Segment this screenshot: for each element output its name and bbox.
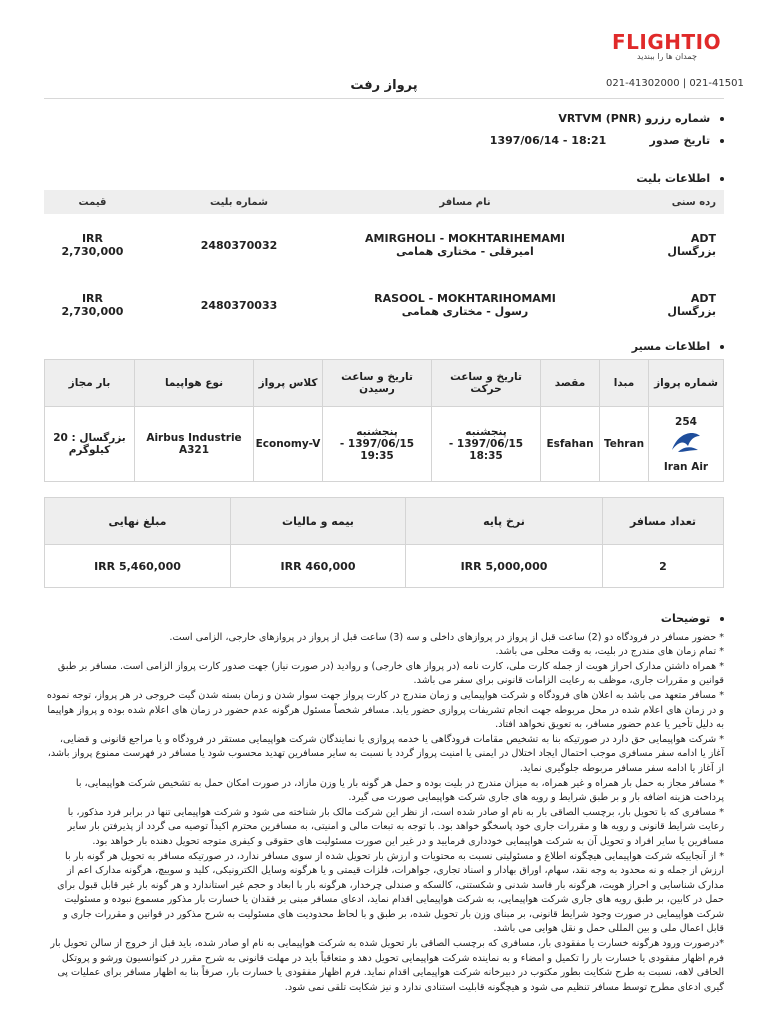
issue-date-value: 1397/06/14 - 18:21 bbox=[489, 134, 607, 147]
col-origin: مبدا bbox=[600, 360, 649, 407]
baggage-allowance: بزرگسال : 20 کیلوگرم bbox=[45, 407, 135, 482]
pnr-value: VRTVM bbox=[558, 112, 602, 125]
col-total: مبلغ نهایی bbox=[45, 498, 231, 545]
final-amount: IRR 5,460,000 bbox=[45, 545, 231, 588]
note-item: * شرکت هواپیمایی حق دارد در صورتیکه بنا به تشخیص مقامات فرودگاهی یا خدمه پروازی یا نمایندگان شرکت هواپیمایی مستقر در فرودگاه و یا مراجع قانونی و قضایی، آغاز یا ادامه سفر مسافری موجب احتمال ایجاد اختلال در ایمنی یا امنیت پرواز گردد یا نسبت به سایر مسافرین تهدید محسوب شود یا مسافر در فهرست ممنوع پرواز باشد، از آغاز یا ادامه سفر مسافر مربوطه جلوگیری نماید. bbox=[47, 733, 724, 774]
route-table-header bbox=[45, 360, 724, 407]
note-item: * همراه داشتن مدارک احراز هویت از جمله کارت ملی، کارت نامه (در پرواز های خارجی) و روادید (در صورت نیاز) جهت صدور کارت پرواز الزامی است. مسافر بر طبق قوانین و مقررات جاری، موظف به رعایت الزامات قانونی برای سفر می باشد. bbox=[57, 660, 724, 687]
age-label: بزرگسال bbox=[667, 245, 716, 258]
flight-number: 254 bbox=[675, 415, 697, 428]
route-section-label: اطلاعات مسیر bbox=[631, 340, 711, 353]
bullet-icon bbox=[720, 617, 724, 621]
col-flight-no: شماره پرواز bbox=[649, 360, 724, 407]
col-name: نام مسافر bbox=[439, 196, 491, 208]
ticket-no: 2480370033 bbox=[200, 298, 278, 312]
notes-title-label: توضیحات bbox=[660, 612, 711, 625]
iran-air-logo-icon bbox=[668, 428, 704, 458]
col-destination: مقصد bbox=[541, 360, 600, 407]
page-title: پرواز رفت bbox=[350, 78, 418, 93]
note-item: * تمام زمان های مندرج در بلیت، به وقت محلی می باشد. bbox=[495, 646, 724, 658]
pnr-row bbox=[558, 112, 724, 125]
pnr-label: شماره رزرو (PNR) bbox=[605, 112, 711, 125]
col-base: نرخ پایه bbox=[406, 498, 603, 545]
col-aircraft: نوع هواپیما bbox=[135, 360, 254, 407]
age-label: بزرگسال bbox=[667, 305, 716, 318]
flight-cell bbox=[649, 407, 724, 482]
notes-title bbox=[44, 612, 724, 627]
col-count: تعداد مسافر bbox=[603, 498, 724, 545]
bullet-icon bbox=[720, 345, 724, 349]
passenger-count: 2 bbox=[603, 545, 724, 588]
destination: Esfahan bbox=[541, 407, 600, 482]
table-row bbox=[45, 545, 724, 588]
brand-tagline: چمدان ها را ببندید bbox=[637, 52, 697, 61]
ticket-section-title bbox=[636, 172, 724, 185]
price-table bbox=[44, 497, 724, 588]
col-class: کلاس پرواز bbox=[254, 360, 323, 407]
age-code: ADT bbox=[690, 232, 716, 245]
departure-datetime: - 1397/06/15 18:35 bbox=[448, 438, 524, 462]
name-cell bbox=[337, 214, 593, 276]
price-table-header bbox=[45, 498, 724, 545]
col-departure: تاریخ و ساعت حرکت bbox=[432, 360, 541, 407]
note-item: * از آنجاییکه شرکت هواپیمایی هیچگونه اطلاع و مسئولیتی نسبت به محتویات و ارزش بار تحویل شده از سوی مسافر ندارد، در صورتیکه مسافر به تحویل هر گونه بار با ارزش از جمله و نه محدود به وجه نقد، سهام، اوراق بهادار و اسناد تجاری، جواهرات، فلزات قیمتی و یا هرگونه وسایل الکترونیکی، کلید و سوییچ، هرگونه مدارک اعم از مدارک شناسایی و احراز هویت، هرگونه بار فاسد شدنی و شکستنی، کالسکه و صندلی چرخدار، هرگونه بار با ابعاد و حجم غیر استاندارد و هر گونه بار غیر قابل قبول برای حمل در کابین، بر طبق رویه های جاری شرکت هواپیمایی، به شرکت هواپیمایی اقدام نماید، ادعای مسافر مبنی بر فقدان یا خسارت بار مذکور مسموع نبوده و مسئولیت شرکت هواپیمایی در صورت وجود شرایط قانونی، بر مبنای وزن بار تحویل شده، بر طبق و با لحاظ محدودیت های مسئولیت به شرح مذکور در قوانین و مقررات جاری و قابل اعمال ملی و بین المللی حمل و نقل هوایی می باشد. bbox=[57, 850, 724, 935]
ticket-table-header bbox=[44, 190, 724, 214]
table-row bbox=[44, 214, 724, 276]
ticket-table bbox=[44, 190, 724, 334]
name-fa: امیرقلی - مختاری همامی bbox=[396, 245, 534, 258]
divider bbox=[44, 98, 724, 99]
issue-date-row bbox=[490, 134, 724, 147]
notes-section bbox=[44, 612, 724, 995]
arrival-day: پنجشنبه bbox=[356, 426, 398, 438]
col-baggage: بار مجاز bbox=[45, 360, 135, 407]
name-en: RASOOL - MOKHTARIHOMAMI bbox=[374, 292, 556, 305]
note-item: * مسافری که با تحویل بار، برچسب الصاقی بار به نام او صادر شده است، از نظر این شرکت مالک بار شناخته می شود و شرکت هواپیمایی تنها در برابر فرد مذکور، با رعایت شرایط قانونی و رویه ها و مقررات جاری خود پاسخگو خواهد بود. با توجه به تبعات مالی و امنیتی، به مسافرین محترم اکیداً توصیه می گردد از پذیرفتن بار سایر مسافرین یا سایر افراد و تحویل آن به شرکت هواپیمایی خودداری فرمایید و در غیر این صورت مسئولیت های حقوقی و کیفری متوجه تحویل دهنده بار خواهد بود. bbox=[67, 806, 724, 847]
ticket-section-label: اطلاعات بلیت bbox=[636, 172, 711, 185]
route-table bbox=[44, 359, 724, 482]
flightio-logo[interactable] bbox=[612, 30, 722, 70]
bullet-icon bbox=[720, 117, 724, 121]
phone-numbers: 021-41302000 | 021-41501 bbox=[606, 78, 744, 89]
route-section-title bbox=[632, 340, 724, 353]
departure-cell bbox=[432, 407, 541, 482]
note-item: * مسافر مجاز به حمل بار همراه و غیر همراه، به میزان مندرج در بلیت بوده و حمل هر گونه بار یا وزن مازاد، در صورت امکان حمل به تشخیص شرکت هواپیمایی، با پرداخت هزینه اضافه بار و بر طبق شرایط و رویه های جاری شرکت هواپیمایی صورت می گیرد. bbox=[75, 777, 724, 804]
table-row bbox=[44, 276, 724, 334]
price: IRR 2,730,000 bbox=[61, 232, 124, 258]
name-cell bbox=[337, 276, 593, 334]
bullet-icon bbox=[720, 139, 724, 143]
col-ticket: شماره بلیت bbox=[210, 196, 268, 208]
aircraft-type: Airbus Industrie A321 bbox=[135, 407, 254, 482]
airline-name: Iran Air bbox=[663, 460, 709, 473]
age-cell bbox=[593, 276, 724, 334]
flight-class: Economy-V bbox=[254, 407, 323, 482]
price: IRR 2,730,000 bbox=[61, 292, 124, 318]
arrival-datetime: - 1397/06/15 19:35 bbox=[339, 438, 415, 462]
col-age: رده سنی bbox=[671, 196, 716, 208]
table-row bbox=[45, 407, 724, 482]
col-tax: بیمه و مالیات bbox=[231, 498, 406, 545]
name-en: AMIRGHOLI - MOKHTARIHEMAMI bbox=[365, 232, 565, 245]
base-fare: IRR 5,000,000 bbox=[406, 545, 603, 588]
note-item: *درصورت ورود هرگونه خسارت یا مفقودی بار، مسافری که برچسب الصاقی بار تحویل شده به شرکت هواپیمایی به نام او صادر شده، باید قبل از خروج از سالن تحویل بار فرم اظهار مفقودی یا خسارت بار را تکمیل و امضاء و به نماینده شرکت هواپیمایی تحویل دهد و متعاقباً باید در مهلت قانونی به شرح مقرر در کنوانسیون ورشو و پروتکل الحاقی لاهه، نسبت به طرح شکایت بطور مکتوب در دبیرخانه شرکت هواپیمایی اقدام نماید. فرم اظهار مفقودی یا خسارت بار، صرفاً بنا به اظهار مسافر برای عملیات پی گیری ادعای مطرح توسط مسافر تنظیم می شود و هیچگونه قابلیت استنادی ندارد و نیز شکایت تلقی نمی شود. bbox=[50, 938, 724, 993]
note-item: * حضور مسافر در فرودگاه دو (2) ساعت قبل از پرواز در پروازهای داخلی و سه (3) ساعت قبل از پرواز در پروازهای خارجی، الزامی است. bbox=[169, 631, 724, 643]
departure-day: پنجشنبه bbox=[465, 426, 507, 438]
brand-name: FLIGHTIO bbox=[612, 30, 722, 54]
arrival-cell bbox=[323, 407, 432, 482]
bullet-icon bbox=[720, 177, 724, 181]
ticket-no: 2480370032 bbox=[200, 238, 278, 252]
age-code: ADT bbox=[690, 292, 716, 305]
col-arrival: تاریخ و ساعت رسیدن bbox=[323, 360, 432, 407]
col-price: قیمت bbox=[78, 196, 107, 208]
issue-date-label: تاریخ صدور bbox=[649, 134, 711, 147]
age-cell bbox=[593, 214, 724, 276]
name-fa: رسول - مختاری همامی bbox=[401, 305, 529, 318]
note-item: * مسافر متعهد می باشد به اعلان های فرودگاه و شرکت هواپیمایی و زمان مندرج در کارت پرواز جهت سوار شدن و زمان بسته شدن گیت خروجی در هر پرواز، توجه نموده و در زمان های اعلام شده در محل مربوطه جهت انجام تشریفات پروازی حضور یابد. مسافر شخصاً مسئول هرگونه عدم حضور در زمان های اعلام شده بوده و پرواز هواپیما به دلیل تأخیر یا عدم حضور مسافر، به تعویق نخواهد افتاد. bbox=[46, 689, 724, 731]
origin: Tehran bbox=[600, 407, 649, 482]
tax-insurance: IRR 460,000 bbox=[231, 545, 406, 588]
